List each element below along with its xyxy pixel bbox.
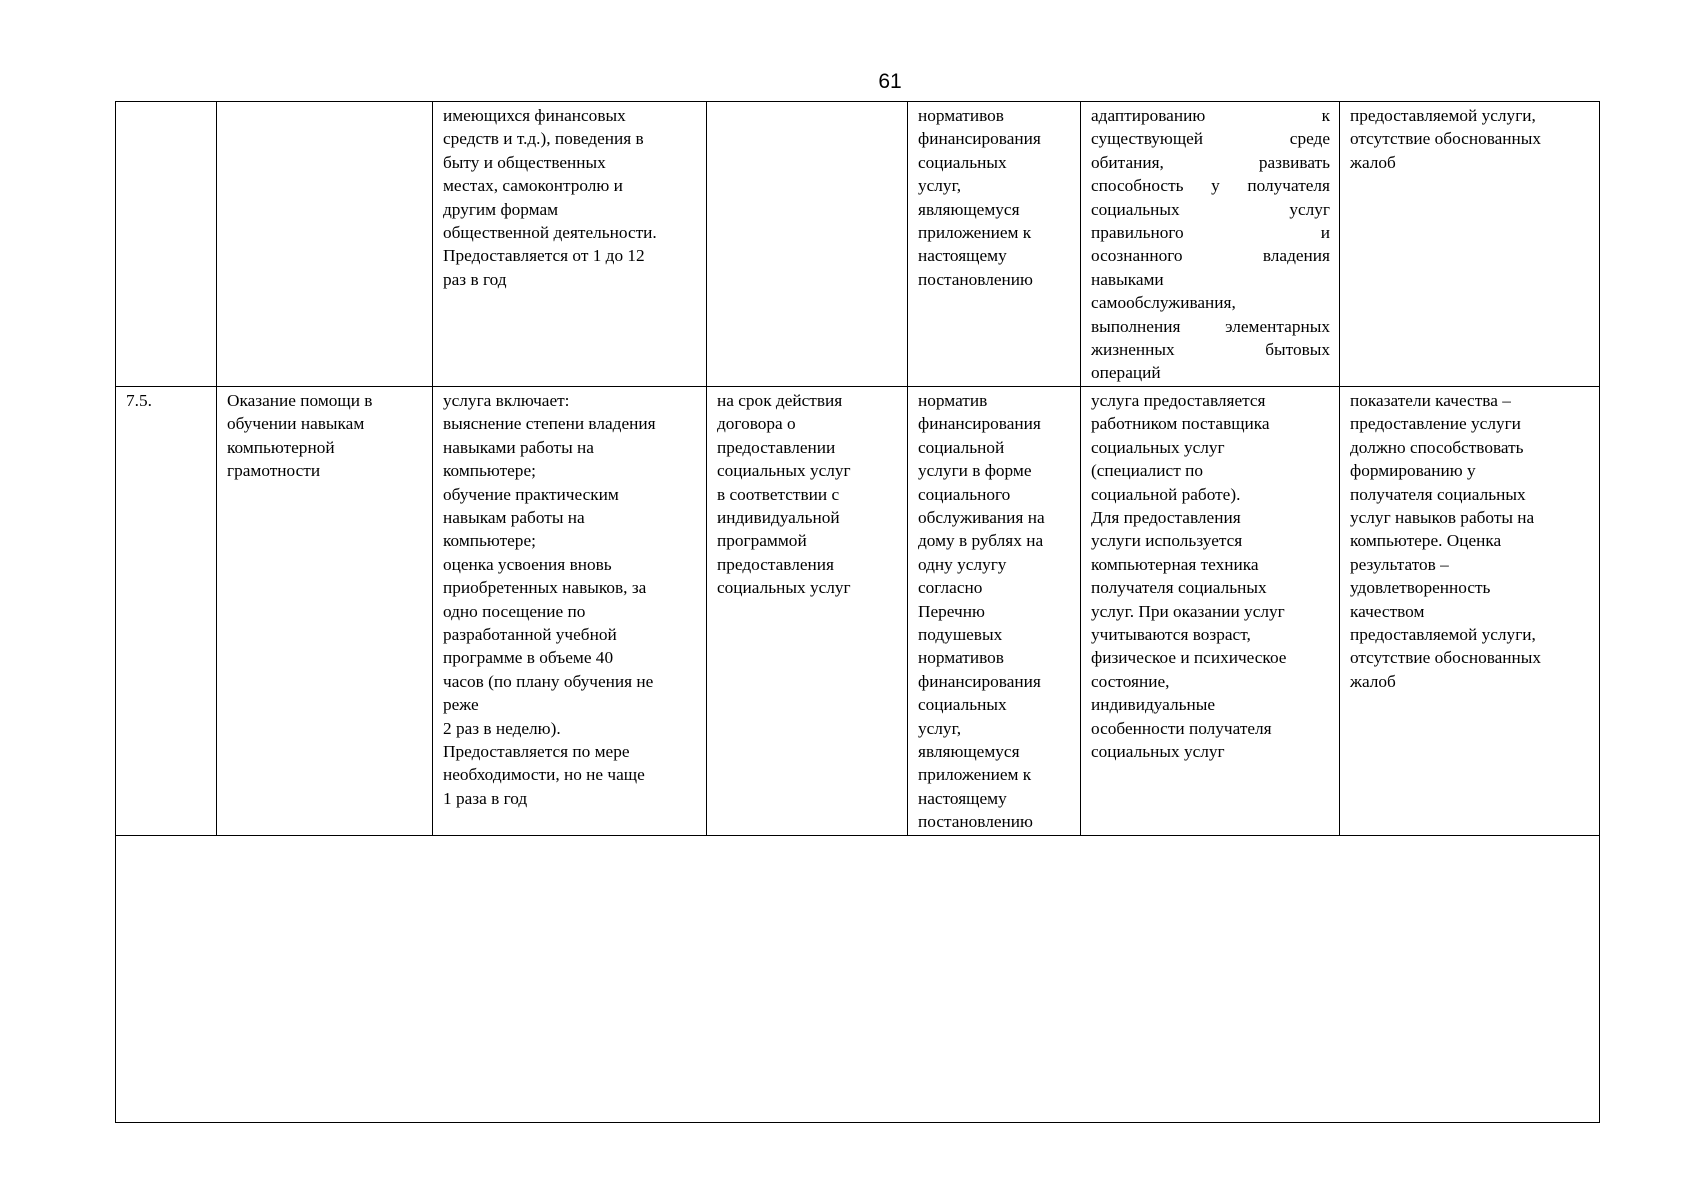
conditions-line: правильного и xyxy=(1091,223,1330,243)
conditions-line: существующей среде xyxy=(1091,129,1330,149)
cell-service-content: услуга включает: выяснение степени владения навыками работы на компьютере; обучение практическим навыкам работы на компьютере; оценка усвоения вновь приобретенных навыков, за одно посещение по разработанной учебной программе в объеме 40 часов (по плану обучения не реже 2 раз в неделю). Предоставляется по мере необходимости, но не чаще 1 раза в год xyxy=(433,386,707,835)
cell-conditions xyxy=(1081,102,1340,387)
cell-number: 7.5. xyxy=(116,386,217,835)
table-row xyxy=(116,102,1600,387)
empty-cell xyxy=(116,835,1600,1122)
cell-term xyxy=(707,102,908,387)
cell-service-name xyxy=(217,102,433,387)
cell-norm: нормативов финансирования социальных услуг, являющемуся приложением к настоящему постановлению xyxy=(908,102,1081,387)
cell-norm: норматив финансирования социальной услуги в форме социального обслуживания на дому в рублях на одну услугу согласно Перечню подушевых нормативов финансирования социальных услуг, являющемуся приложением к настоящему постановлению xyxy=(908,386,1081,835)
cell-conditions: услуга предоставляется работником поставщика социальных услуг (специалист по социальной работе). Для предоставления услуги используется компьютерная техника получателя социальных услуг. При оказании услуг учитываются возраст, физическое и психическое состояние, индивидуальные особенности получателя социальных услуг xyxy=(1081,386,1340,835)
cell-quality: предоставляемой услуги, отсутствие обоснованных жалоб xyxy=(1340,102,1600,387)
conditions-line: социальных услуг xyxy=(1091,199,1330,219)
cell-number xyxy=(116,102,217,387)
conditions-line: жизненных бытовых xyxy=(1091,340,1330,360)
page-number: 61 xyxy=(878,70,902,93)
services-table xyxy=(115,101,1600,1123)
conditions-line: операций xyxy=(1091,363,1161,383)
cell-service-name: Оказание помощи в обучении навыкам компьютерной грамотности xyxy=(217,386,433,835)
cell-quality: показатели качества – предоставление услуги должно способствовать формированию у получателя социальных услуг навыков работы на компьютере. Оценка результатов – удовлетворенность качеством предоставляемой услуги, отсутствие обоснованных жалоб xyxy=(1340,386,1600,835)
conditions-line: обитания, развивать xyxy=(1091,152,1330,172)
conditions-line: способность у получателя xyxy=(1091,176,1330,196)
conditions-line: выполнения элементарных xyxy=(1091,316,1330,336)
table-row xyxy=(116,386,1600,835)
cell-service-content: имеющихся финансовых средств и т.д.), поведения в быту и общественных местах, самоконтролю и другим формам общественной деятельности. Предоставляется от 1 до 12 раз в год xyxy=(433,102,707,387)
conditions-line: осознанного владения xyxy=(1091,246,1330,266)
conditions-line: навыками xyxy=(1091,269,1164,289)
table-row-empty xyxy=(116,835,1600,1122)
cell-term: на срок действия договора о предоставлении социальных услуг в соответствии с индивидуальной программой предоставления социальных услуг xyxy=(707,386,908,835)
conditions-line: самообслуживания, xyxy=(1091,293,1236,313)
conditions-line: адаптированию к xyxy=(1091,106,1330,125)
